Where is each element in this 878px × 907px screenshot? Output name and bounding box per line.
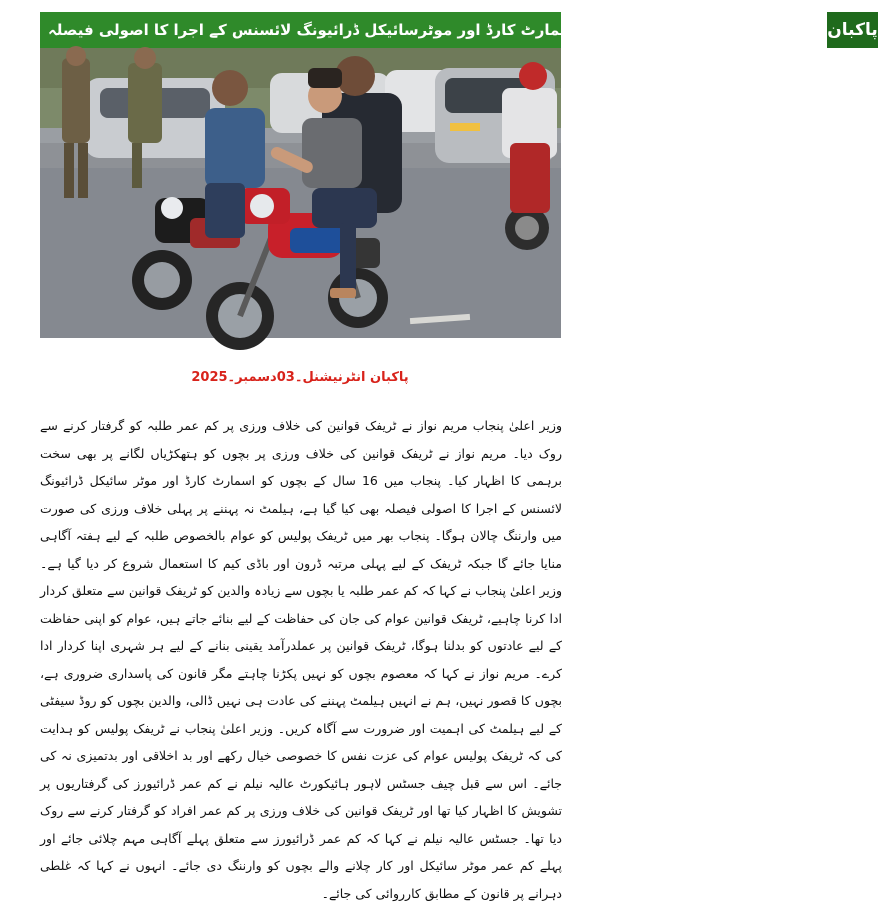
- headline-text: پنجاب میں 16 سال کے بچوں کو اسمارٹ کارڈ اور موٹرسائیکل ڈرائیونگ لائسنس کے اجرا کا اصولی فیصلہ: [48, 21, 818, 39]
- headline-banner: [40, 12, 878, 48]
- article-body: وزیر اعلیٰ پنجاب مریم نواز نے ٹریفک قوانین کی خلاف ورزی پر کم عمر طلبہ کو گرفتار کرنے سے روک دیا۔ مریم نواز نے ٹریفک قوانین کی خلاف ورزی پر بچوں کو ہتھکڑیاں لگانے پر بھی سخت برہمی کا اظہار کیا۔ پنجاب میں 16 سال کے بچوں کو اسمارٹ کارڈ اور موٹر سائیکل ڈرائیونگ لائسنس کے اجرا کا اصولی فیصلہ بھی کیا گیا ہے، ہیلمٹ نہ پہننے پر پہلی خلاف ورزی کی صورت میں وارننگ چالان ہوگا۔ پنجاب بھر میں ٹریفک پولیس کو عوام بالخصوص طلبہ کے لیے ہفتہ آگاہی منایا جائے گا جبکہ ٹریفک کے لیے پہلی مرتبہ ڈرون اور باڈی کیم کا استعمال شروع کر دیا گیا ہے۔ وزیر اعلیٰ پنجاب نے کہا کہ کم عمر طلبہ یا بچوں سے زیادہ والدین کو ٹریفک قوانین سے متعلق کردار ادا کرنا چاہیے، ٹریفک قوانین عوام کی جان کی حفاظت کے لیے بنائے جاتے ہیں، عوام کو اپنی حفاظت کے لیے عادتوں کو بدلنا ہوگا، ٹریفک قوانین پر عملدرآمد یقینی بنانے کے لیے ہر شہری اپنا کردار ادا کرے۔ مریم نواز نے کہا کہ معصوم بچوں کو نہیں پکڑنا چاہتے مگر قانون کی پاسداری ضروری ہے، بچوں کا قصور نہیں، ہم نے انہیں ہیلمٹ پہننے کی عادت ہی نہیں ڈالی، والدین بچوں کو روڈ سیفٹی کے لیے ہیلمٹ کی اہمیت اور ضرورت سے آگاہ کریں۔ وزیر اعلیٰ پنجاب نے ٹریفک پولیس کو ہدایت کی کہ ٹریفک پولیس عوام کی عزت نفس کا خصوصی خیال رکھے اور بد اخلاقی اور بدتمیزی نہ کی جائے۔ اس سے قبل چیف جسٹس لاہور ہائیکورٹ عالیہ نیلم نے کم عمر ڈرائیورز کی گرفتاریوں پر تشویش کا اظہار کیا تھا اور ٹریفک قوانین کی خلاف ورزی پر کم عمر افراد کو گرفتار کرنے سے روک دیا تھا۔ جسٹس عالیہ نیلم نے کہا کہ کم عمر ڈرائیورز سے متعلق پہلے آگاہی مہم چلائی جائے اور پہلے کم عمر موٹر سائیکل اور کار چلانے والے بچوں کو وارننگ دی جائے۔ انہوں نے کہا کہ غلطی دہرانے پر قانون کے مطابق کارروائی کی جائے۔: [40, 418, 562, 901]
- dateline: پاکبان انٹرنیشنل۔03دسمبر۔2025: [191, 370, 409, 385]
- brand-logo: پاکبان: [825, 12, 878, 48]
- news-photo: [40, 48, 561, 338]
- photo-motorcycle-street-icon: [40, 48, 561, 338]
